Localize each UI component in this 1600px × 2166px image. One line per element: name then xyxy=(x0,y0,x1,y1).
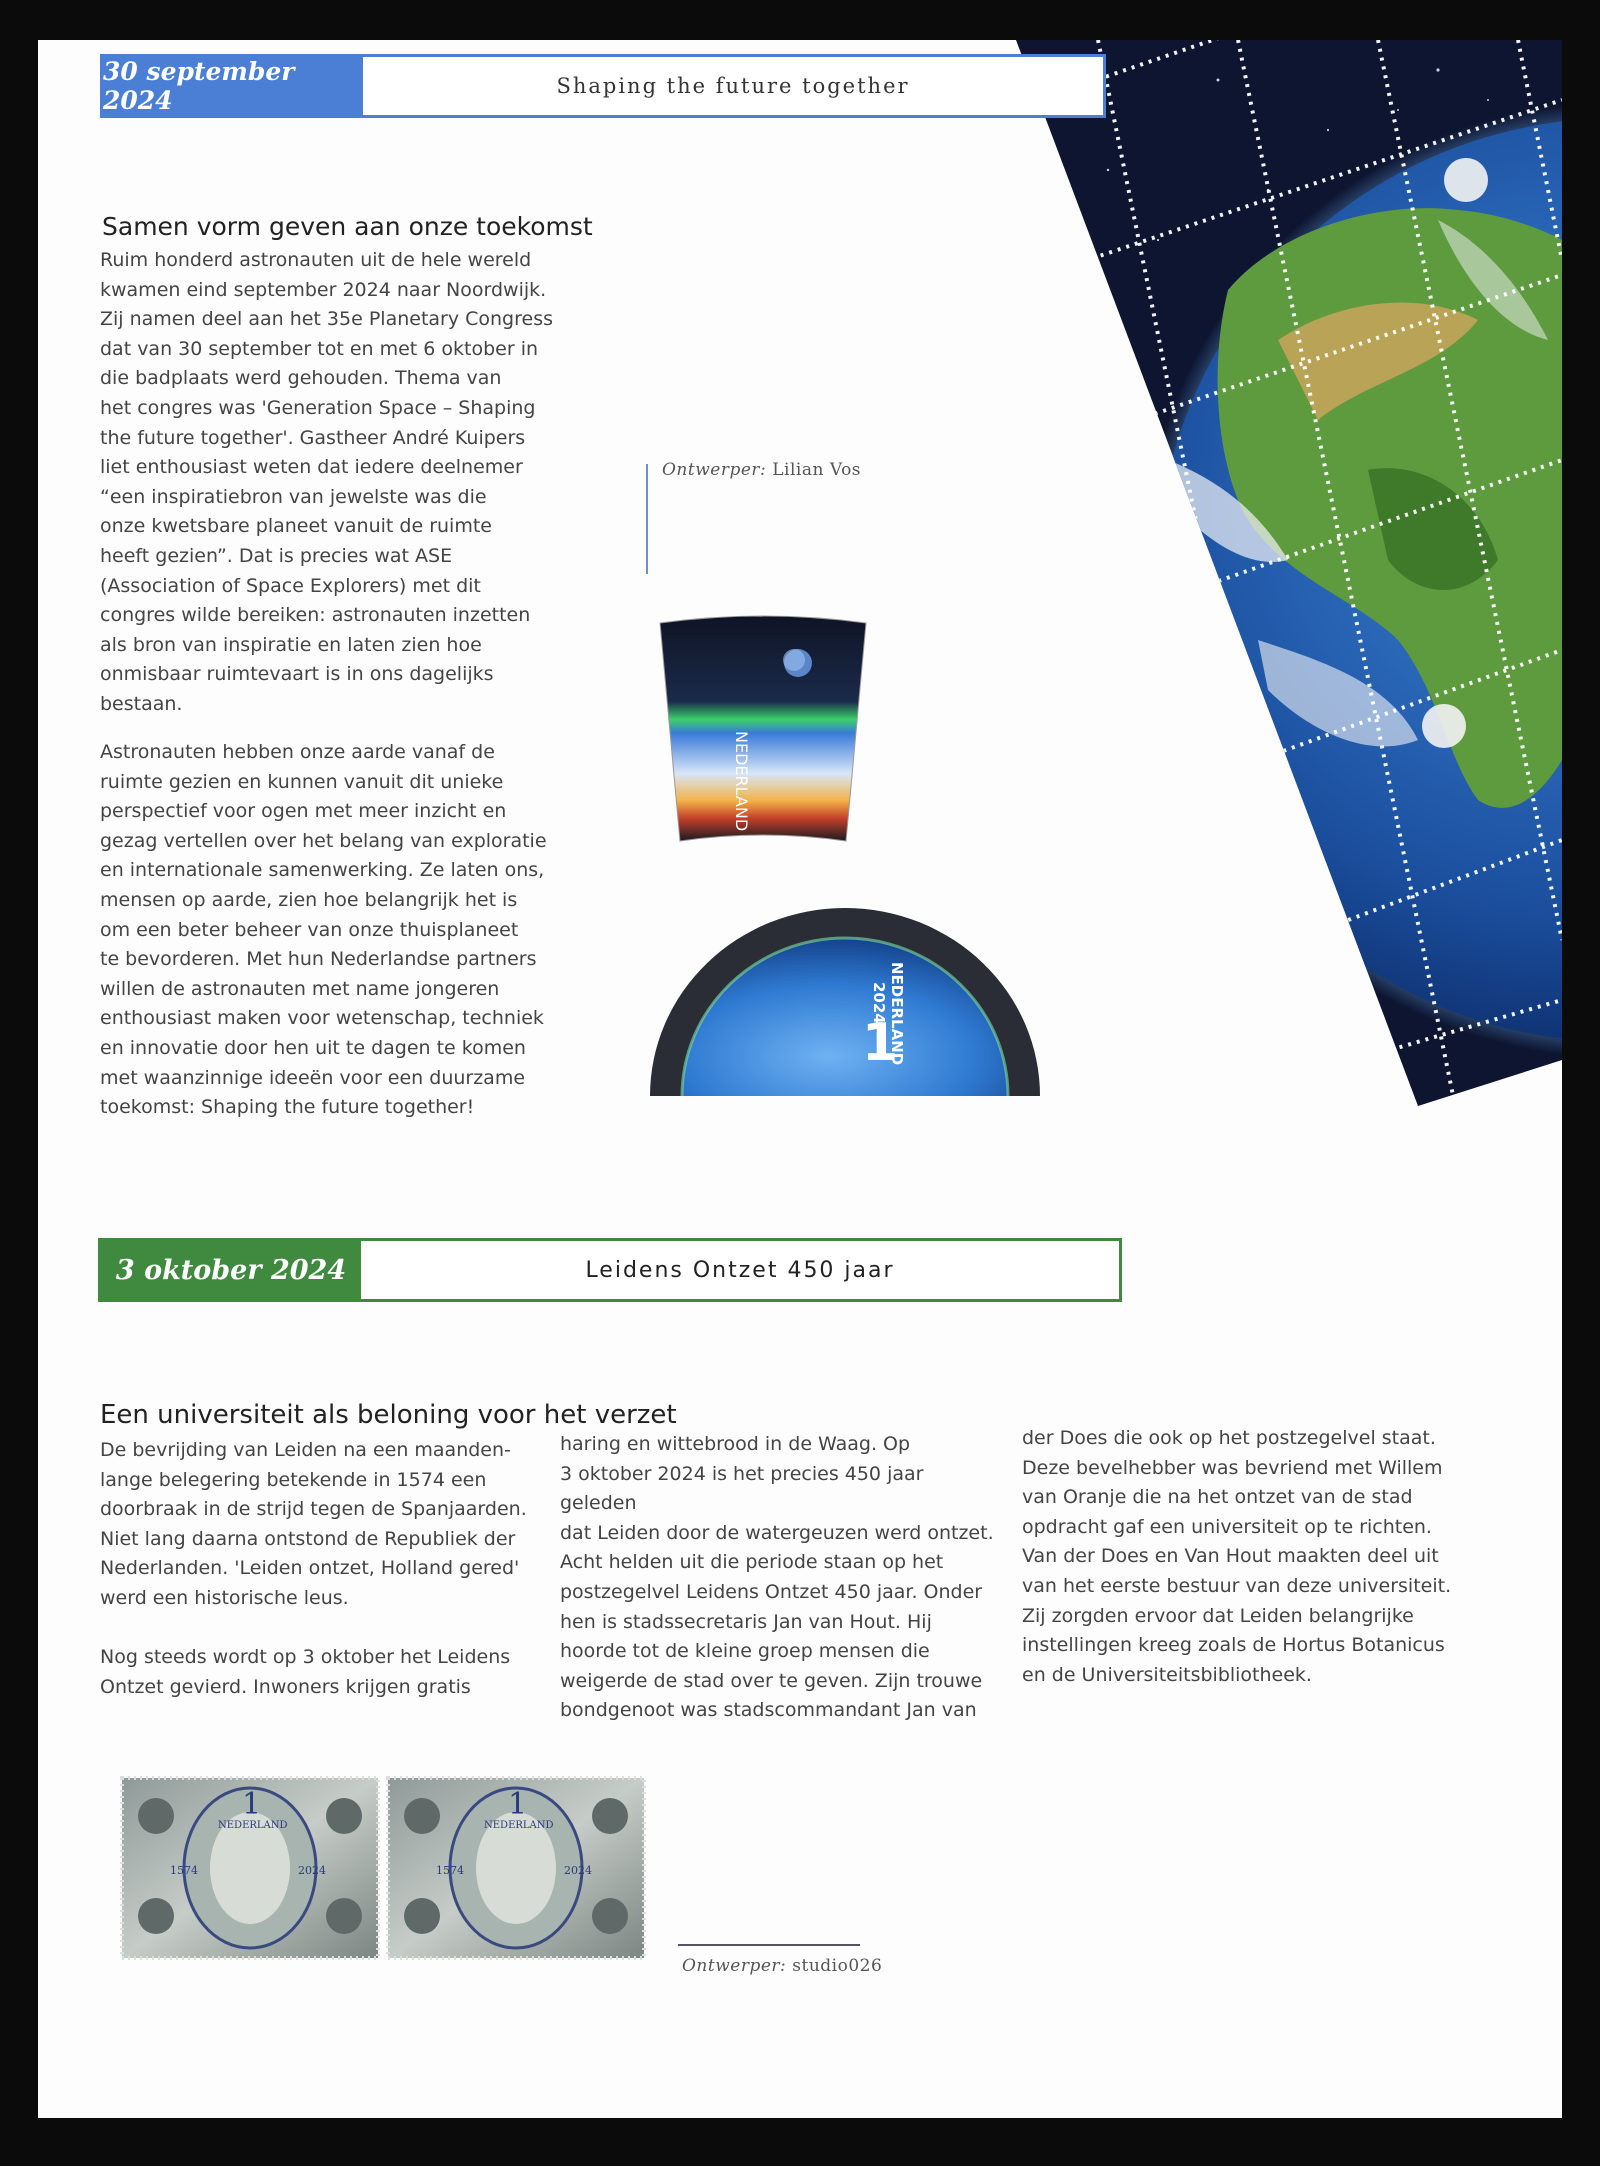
issue-date: 30 september 2024 xyxy=(103,57,363,115)
designer-label: Ontwerper: xyxy=(682,1956,787,1976)
stamp-country-label: NEDERLAND xyxy=(732,731,751,832)
stamp-country: NEDERLAND xyxy=(888,962,906,1066)
article-column-1: De bevrijding van Leiden na een maanden- lange belegering betekende in 1574 een doorbraak in de strijd tegen de Spanjaarden. Niet lang daarna ontstond de Republiek der Nederlanden. 'Leiden ontzet, Holland gered' werd een historische leus. Nog steeds wordt op 3 oktober het Leidens Ontzet gevierd. Inwoners krijgen gratis xyxy=(100,1439,527,1698)
section-header-space xyxy=(100,54,1106,118)
article-paragraph: Astronauten hebben onze aarde vanaf de ruimte gezien en kunnen vanuit dit unieke perspectief voor ogen met meer inzicht en gezag vertellen over het belang van exploratie en internationale samenwerking. Ze laten ons, mensen op aarde, zien hoe belangrijk het is om een beter beheer van onze thuisplaneet te bevorderen. Met hun Nederlandse partners willen de astronauten met name jongeren enthousiast maken voor wetenschap, techniek en innovatie door hen uit te dagen te komen met waanzinnige ideeën voor een duurzame toekomst: Shaping the future together! xyxy=(100,741,547,1119)
stamp-year-from: 1574 xyxy=(436,1864,464,1877)
designer-name: studio026 xyxy=(792,1956,883,1976)
album-page xyxy=(38,40,1562,2118)
stamp-value: 1 xyxy=(508,1787,528,1822)
designer-credit xyxy=(682,1956,882,1976)
designer-credit xyxy=(662,460,861,480)
stamp-country: NEDERLAND xyxy=(218,1820,288,1831)
article-column-2: haring en wittebrood in de Waag. Op 3 oktober 2024 is het precies 450 jaar geleden dat Leiden door de watergeuzen werd ontzet. Acht helden uit die periode staan op het postzegelvel Leidens Ontzet 450 jaar. Onder hen is stadssecretaris Jan van Hout. Hij hoorde tot de kleine groep mensen die weigerde de stad over te geven. Zijn trouwe bondgenoot was stadscommandant Jan van xyxy=(560,1433,994,1722)
stamp-year-to: 2024 xyxy=(298,1864,326,1877)
leiden-stamp xyxy=(122,1778,378,1958)
stamp-year-from: 1574 xyxy=(170,1864,198,1877)
space-stamp-cone xyxy=(658,613,868,845)
stamp-value: 1 xyxy=(862,1013,899,1073)
issue-date: 3 oktober 2024 xyxy=(101,1241,361,1299)
stamp-value: 1 xyxy=(242,1787,262,1822)
article-heading: Samen vorm geven aan onze toekomst xyxy=(102,212,593,241)
leiden-stamp-pair xyxy=(120,1776,650,1960)
stamp-country: NEDERLAND xyxy=(484,1820,554,1831)
article-heading: Een universiteit als beloning voor het verzet xyxy=(100,1400,677,1430)
section-header-leiden xyxy=(98,1238,1122,1302)
issue-topic: Leidens Ontzet 450 jaar xyxy=(361,1241,1119,1299)
stamp-year: 2024 xyxy=(870,982,888,1024)
designer-rule xyxy=(678,1944,860,1946)
article-paragraph: Ruim honderd astronauten uit de hele wereld kwamen eind september 2024 naar Noordwijk. Zij namen deel aan het 35e Planetary Congress dat van 30 september tot en met 6 oktober in die badplaats werd gehouden. Thema van het congres was 'Generation Space – Shaping the future together'. Gastheer André Kuipers liet enthousiast weten dat iedere deelnemer “een inspiratiebron van jewelste was die onze kwetsbare planeet vanuit de ruimte heeft gezien”. Dat is precies wat ASE (Association of Space Explorers) met dit congres wilde bereiken: astronauten inzetten als bron van inspiratie en laten zien hoe onmisbaar ruimtevaart is in ons dagelijks bestaan. xyxy=(100,249,554,715)
leiden-stamp xyxy=(388,1778,644,1958)
issue-topic: Shaping the future together xyxy=(363,57,1103,115)
article-column-3: der Does die ook op het postzegelvel staat. Deze bevelhebber was bevriend met Willem van Oranje die na het ontzet van de stad opdracht gaf een universiteit op te richten. Van der Does en Van Hout maakten deel uit van het eerste bestuur van deze universiteit. Zij zorgden ervoor dat Leiden belangrijke instellingen kreeg zoals de Hortus Botanicus en de Universiteitsbibliotheek. xyxy=(1022,1427,1452,1686)
space-stamp-dome xyxy=(648,902,1042,1098)
designer-label: Ontwerper: xyxy=(662,460,767,480)
stamp-year-to: 2024 xyxy=(564,1864,592,1877)
designer-name: Lilian Vos xyxy=(772,460,862,480)
designer-rule xyxy=(646,464,648,574)
